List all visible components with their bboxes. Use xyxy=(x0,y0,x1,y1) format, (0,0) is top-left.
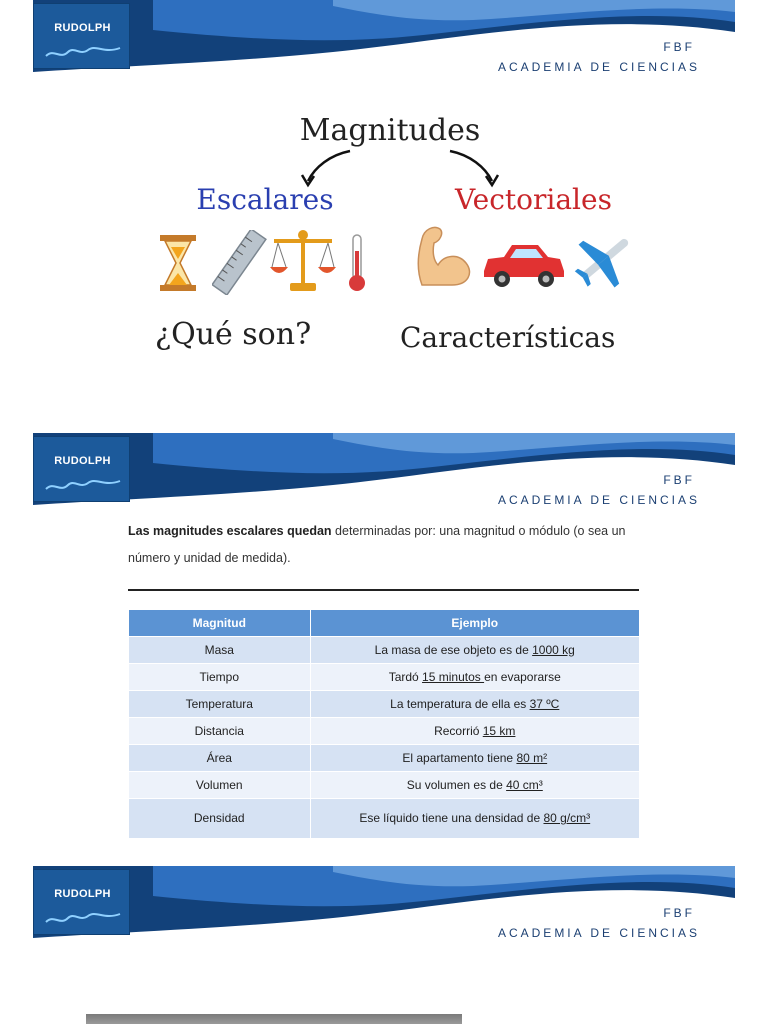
ejemplo-cell xyxy=(310,717,639,744)
logo-wave-icon xyxy=(44,473,122,495)
vectoriales-label: Vectoriales xyxy=(455,183,612,216)
magnitud-cell: Masa xyxy=(129,636,310,663)
magnitud-cell: Tiempo xyxy=(129,663,310,690)
header-academia: ACADEMIA DE CIENCIAS xyxy=(497,60,700,74)
logo-text: RUDOLPH xyxy=(54,888,111,900)
ejemplo-value: 80 g/cm³ xyxy=(543,811,591,826)
escalares-label: Escalares xyxy=(196,183,334,216)
ejemplo-value: 40 cm³ xyxy=(506,777,543,792)
ejemplo-value: 80 m² xyxy=(516,750,548,765)
divider xyxy=(128,589,639,591)
ejemplo-cell xyxy=(310,744,639,771)
magnitud-cell: Distancia xyxy=(129,717,310,744)
magnitud-cell: Densidad xyxy=(129,798,310,838)
ejemplo-value: 1000 kg xyxy=(532,642,575,657)
flexed-arm-icon xyxy=(412,223,474,289)
car-icon xyxy=(480,237,566,289)
ejemplo-text: El apartamento tiene xyxy=(402,750,517,765)
table-row xyxy=(129,744,639,771)
intro-rest: determinadas por: una magnitud o módulo (o sea un número y unidad de medida). xyxy=(128,524,626,565)
scale-icon xyxy=(268,227,338,293)
header-academia: ACADEMIA DE CIENCIAS xyxy=(497,493,700,507)
logo-text: RUDOLPH xyxy=(54,22,111,34)
table-row xyxy=(129,798,639,838)
question-text: ¿Qué son? xyxy=(155,317,312,352)
header-fbf: FBF xyxy=(663,906,695,920)
ejemplo-cell xyxy=(310,636,639,663)
magnitudes-table xyxy=(129,610,639,838)
thermometer-icon xyxy=(346,233,368,293)
rudolph-logo xyxy=(33,869,130,935)
intro-paragraph xyxy=(128,518,648,572)
features-text: Características xyxy=(400,321,616,354)
logo-wave-icon xyxy=(44,40,122,62)
ejemplo-cell xyxy=(310,690,639,717)
table-row xyxy=(129,717,639,744)
ejemplo-text: Ese líquido tiene una densidad de xyxy=(359,811,544,826)
ejemplo-text: Su volumen es de xyxy=(406,777,507,792)
ejemplo-text: La temperatura de ella es xyxy=(390,696,530,711)
header-academia: ACADEMIA DE CIENCIAS xyxy=(497,926,700,940)
ejemplo-value: 15 km xyxy=(482,723,516,738)
table-header-row xyxy=(129,610,639,636)
table-row xyxy=(129,690,639,717)
table-row xyxy=(129,663,639,690)
airplane-icon xyxy=(570,225,640,293)
rudolph-logo xyxy=(33,436,130,502)
magnitud-cell: Volumen xyxy=(129,771,310,798)
table-row xyxy=(129,636,639,663)
logo-wave-icon xyxy=(44,906,122,928)
column-header: Magnitud xyxy=(129,610,310,636)
ruler-icon xyxy=(212,230,267,295)
ejemplo-text: La masa de ese objeto es de xyxy=(374,642,533,657)
ejemplo-value: 15 minutos xyxy=(422,669,485,684)
partial-image xyxy=(86,1014,462,1024)
magnitud-cell: Temperatura xyxy=(129,690,310,717)
intro-bold: Las magnitudes escalares quedan xyxy=(128,524,332,538)
table-row xyxy=(129,771,639,798)
ejemplo-cell xyxy=(310,771,639,798)
header-fbf: FBF xyxy=(663,40,695,54)
magnitud-cell: Área xyxy=(129,744,310,771)
magnitudes-infographic xyxy=(150,105,640,370)
ejemplo-text: Tardó xyxy=(388,669,423,684)
ejemplo-cell xyxy=(310,663,639,690)
header-fbf: FBF xyxy=(663,473,695,487)
hourglass-icon xyxy=(158,233,198,293)
rudolph-logo xyxy=(33,3,130,69)
logo-text: RUDOLPH xyxy=(54,455,111,467)
arrows-icon xyxy=(280,143,520,188)
ejemplo-value: 37 ºC xyxy=(529,696,560,711)
infographic-title: Magnitudes xyxy=(299,113,481,148)
ejemplo-text: en evaporarse xyxy=(484,669,561,684)
column-header: Ejemplo xyxy=(310,610,639,636)
ejemplo-cell xyxy=(310,798,639,838)
ejemplo-text: Recorrió xyxy=(434,723,483,738)
